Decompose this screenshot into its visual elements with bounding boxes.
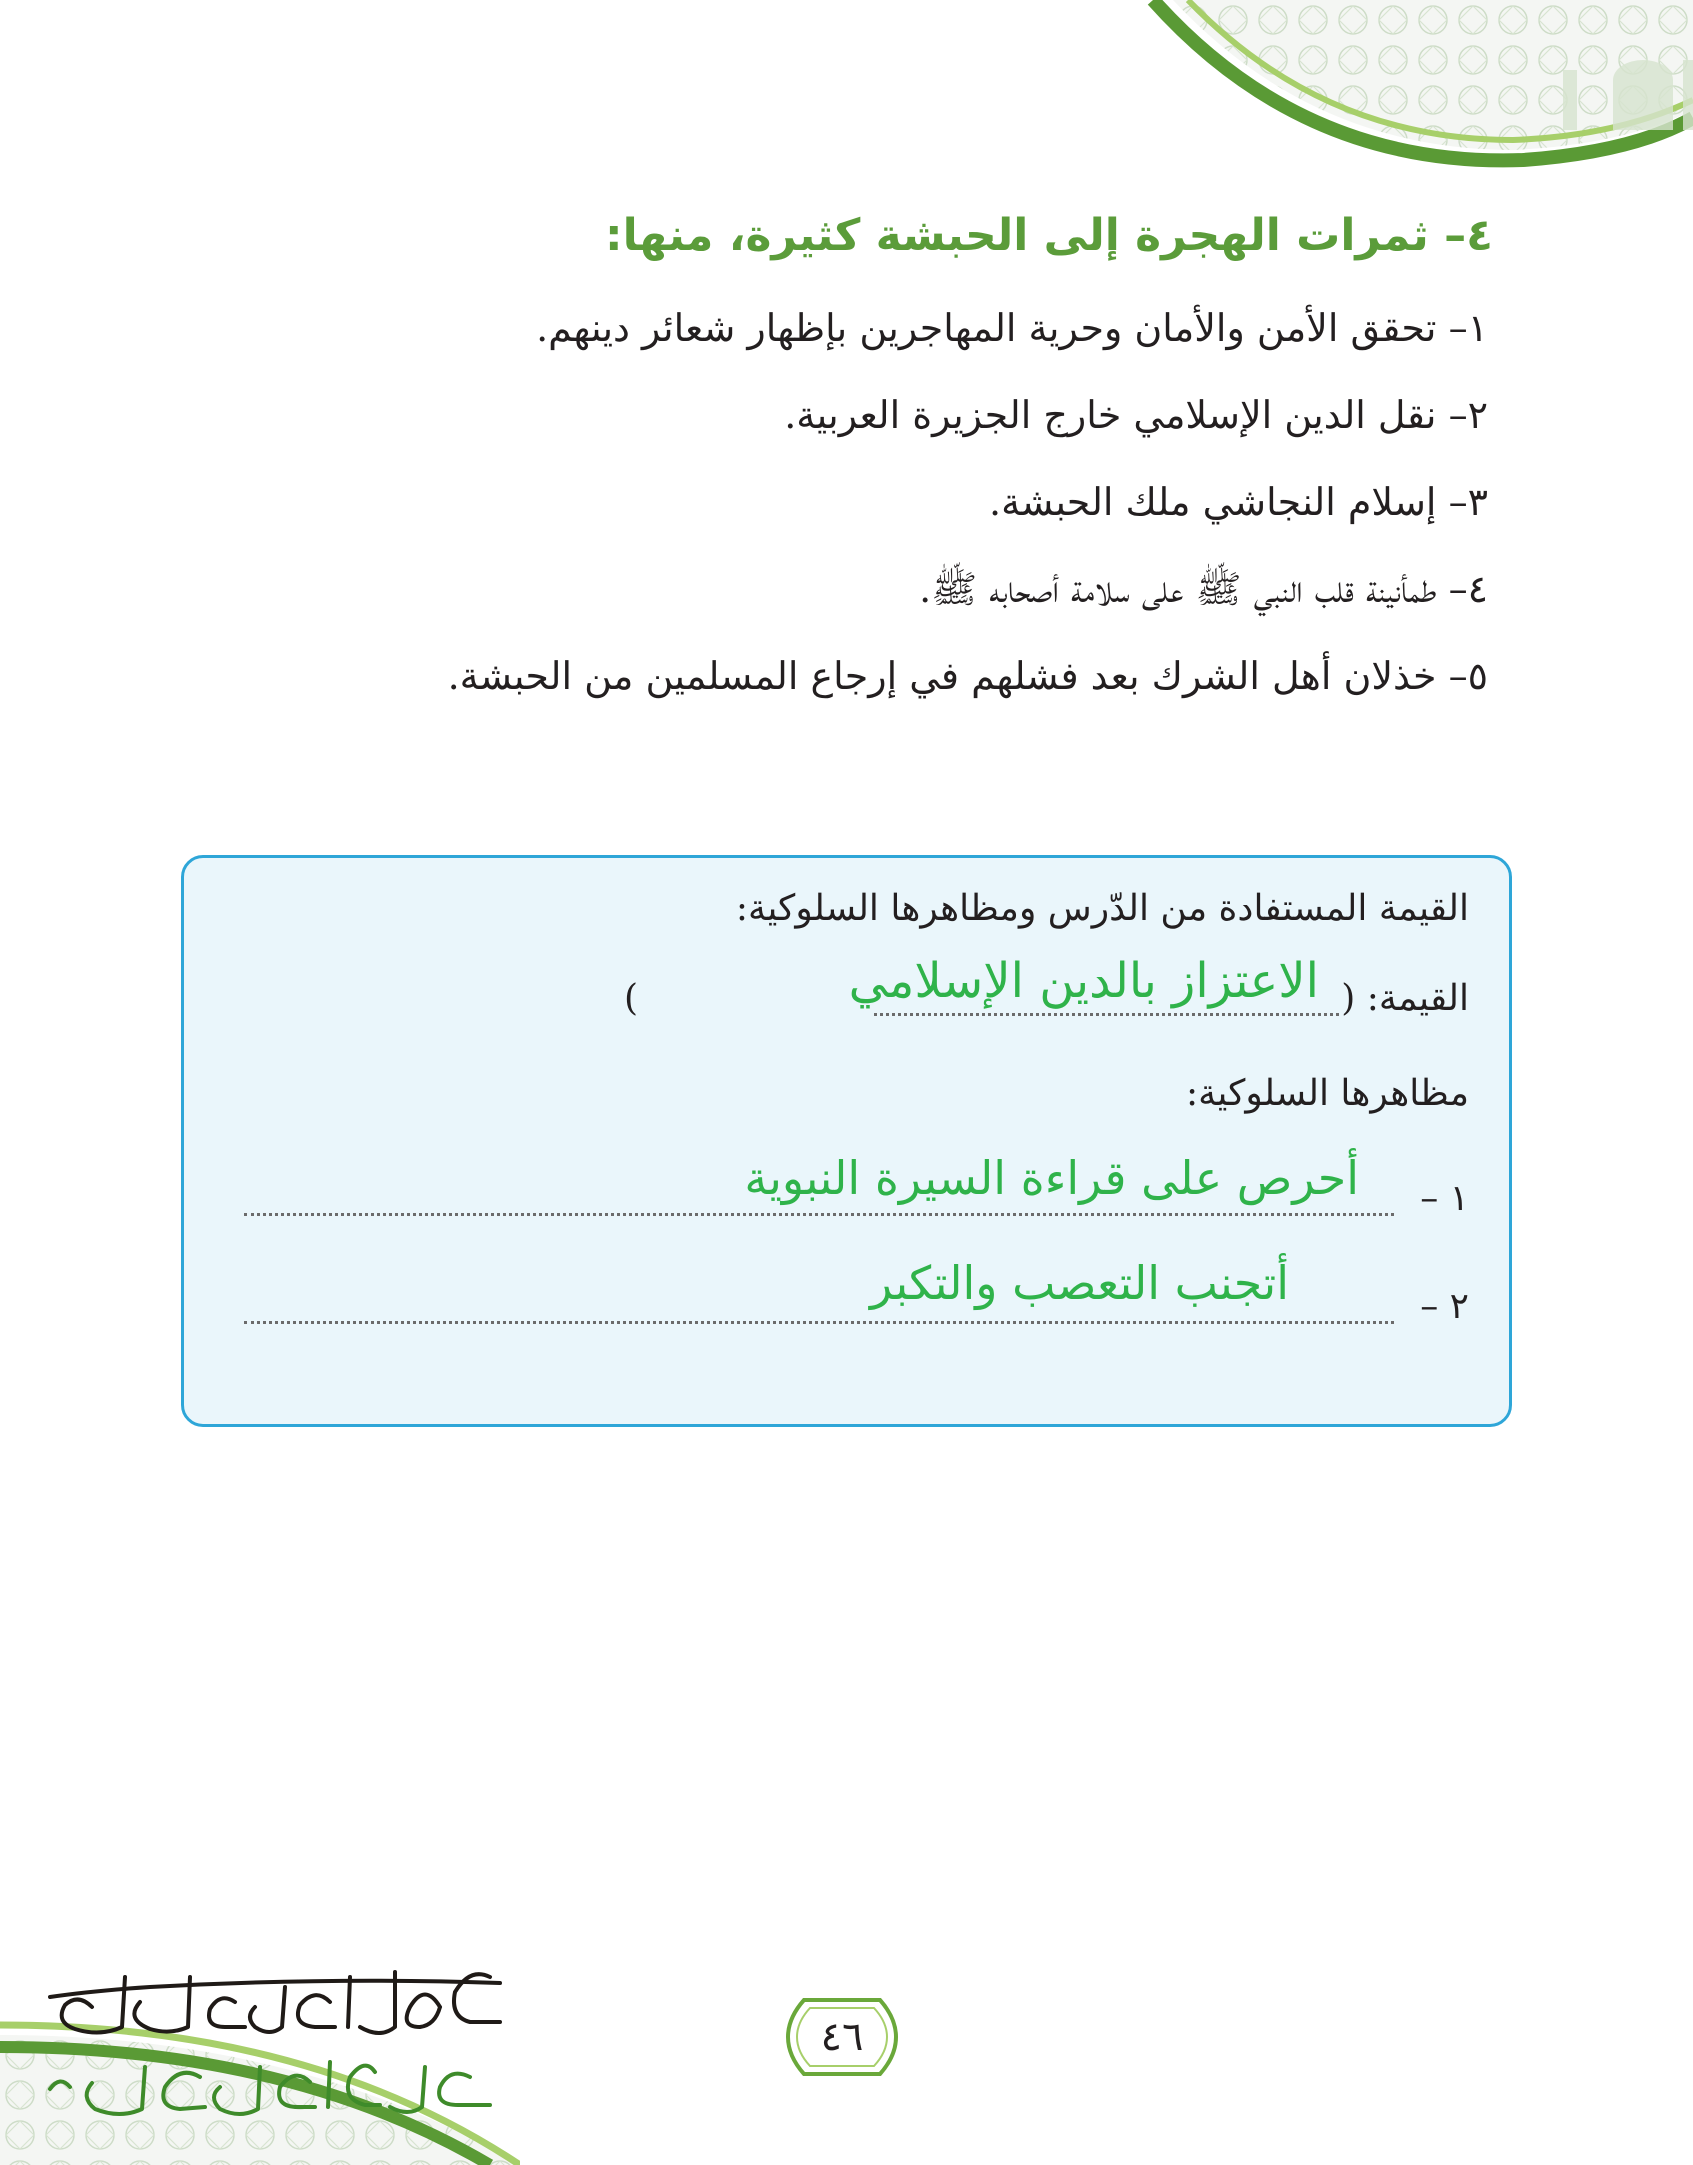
value-answer: الاعتزاز بالدين الإسلامي [848, 953, 1319, 1009]
top-decorative-arc [1093, 0, 1693, 170]
list-item: ٢– نقل الدين الإسلامي خارج الجزيرة العربية. [784, 393, 1488, 437]
behavior-line-2 [244, 1321, 1394, 1324]
list-item: ١– تحقق الأمن والأمان وحرية المهاجرين بإظهار شعائر دينهم. [536, 306, 1488, 350]
fruits-list [448, 308, 1488, 743]
value-answer-line [874, 1013, 1339, 1016]
list-item: ٣– إسلام النجاشي ملك الحبشة. [988, 480, 1488, 524]
section-heading: ٤– ثمرات الهجرة إلى الحبشة كثيرة، منها: [605, 210, 1493, 261]
behavior-number-2: ٢ – [1420, 1286, 1469, 1327]
behavior-line-1 [244, 1213, 1394, 1216]
behavior-answer-1: أحرص على قراءة السيرة النبوية [744, 1151, 1359, 1205]
list-item: ٥– خذلان أهل الشرك بعد فشلهم في إرجاع المسلمين من الحبشة. [447, 654, 1488, 698]
behaviors-label: مظاهرها السلوكية: [1185, 1073, 1469, 1114]
behavior-answer-2: أتجنب التعصب والتكبر [869, 1256, 1289, 1310]
solved-by-watermark [30, 1947, 530, 2127]
list-item: ٤– طمأنينة قلب النبي ﷺ على سلامة أصحابه ﷺ. [919, 567, 1488, 611]
lesson-value-box [181, 855, 1512, 1427]
value-box-intro: القيمة المستفادة من الدّرس ومظاهرها السلوكية: [735, 888, 1469, 929]
behavior-number-1: ١ – [1420, 1178, 1469, 1219]
value-close-paren: ) [624, 978, 639, 1019]
page-number: ٤٦ [820, 2014, 864, 2060]
value-label: القيمة: ( [1341, 978, 1469, 1019]
